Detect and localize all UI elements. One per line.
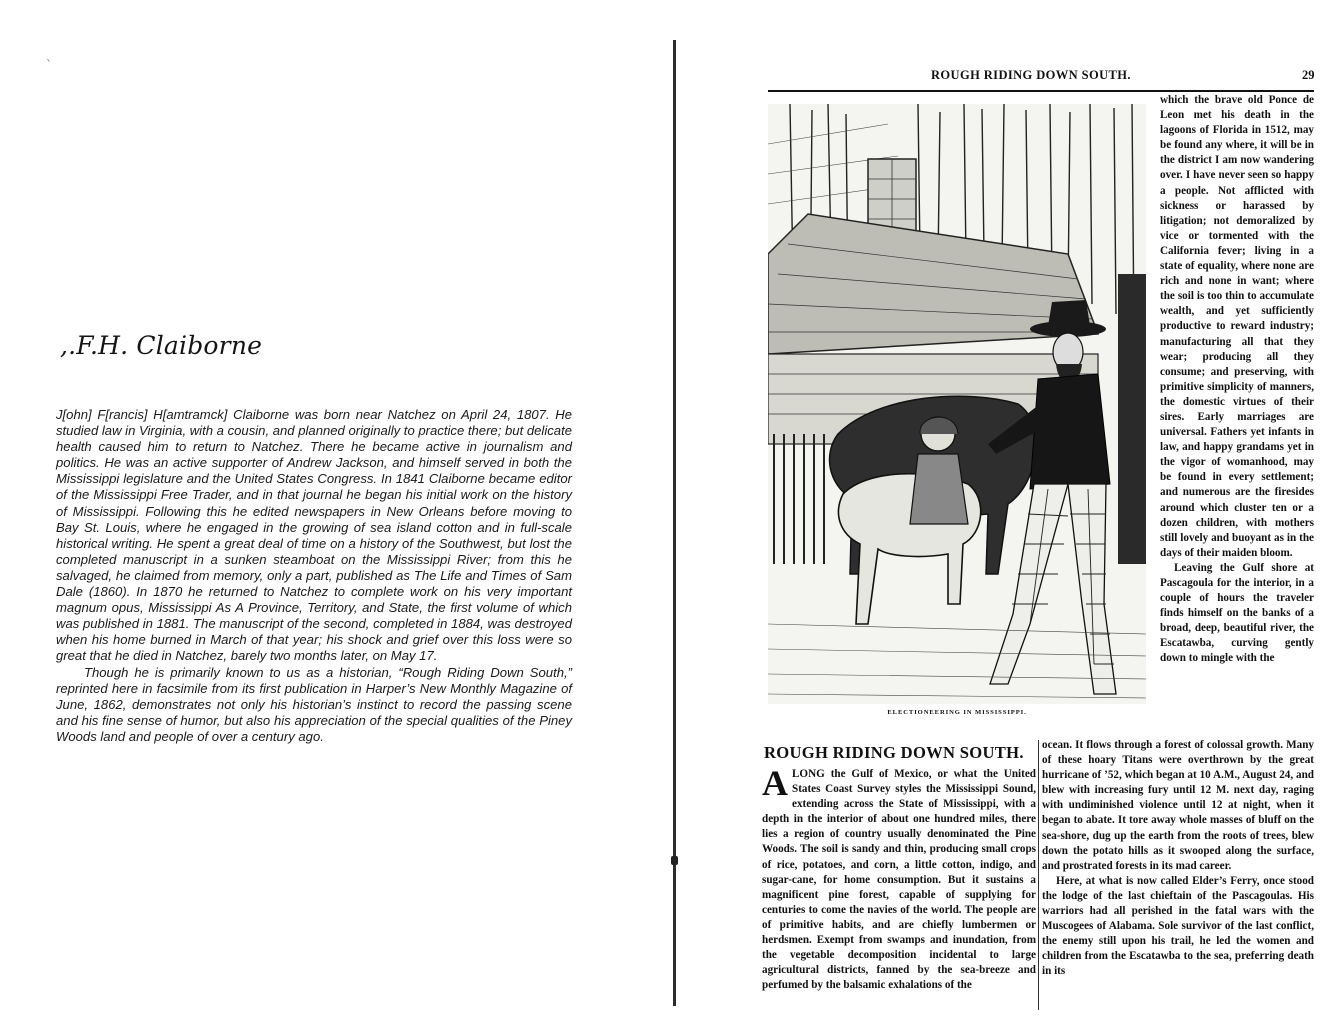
scan-speck: ` (46, 58, 52, 72)
running-head: ROUGH RIDING DOWN SOUTH. (931, 68, 1131, 82)
right-page (676, 0, 1320, 1020)
column-paragraph: Here, at what is now called Elder’s Ferry, once stood the lodge of the last chieftain of the Pascagoulas. His warriors had all perished in the fatal wars with the Muscogees of Alabama. Sole survivor of the last conflict, the enemy still upon his trail, he led the women and children from the Escatawba to the sea, preferring death in its (1042, 874, 1314, 978)
hat-crown (1048, 300, 1090, 326)
column-rule (1038, 740, 1039, 1010)
header-rule (768, 90, 1314, 92)
child-body (910, 454, 968, 524)
article-title: ROUGH RIDING DOWN SOUTH. (764, 743, 1024, 762)
text-column-right-top (1160, 93, 1314, 667)
text-column-left (762, 763, 1036, 993)
cabin-doorway (1118, 274, 1146, 564)
column-paragraph: LONG the Gulf of Mexico, or what the United States Coast Survey styles the Mississippi Sound, extending across the State of Mississippi, with a depth in the interior of about one hundred miles, there lies a region of country usually denominated the Pine Woods. The soil is sandy and thin, producing small crops of rice, potatoes, and corn, a little cotton, indigo, and sugar-cane, for home consumption. But it sustains a magnificent pine forest, capable of supplying for centuries to come the navies of the world. The people are of primitive habits, and are chiefly lumbermen or herdsmen. Exempt from swamps and inundation, from the vegetable decomposition incidental to large agricultural districts, fanned by the sea-breeze and perfumed by the balsamic exhalations of the (762, 768, 1036, 992)
illustration-caption: ELECTIONEERING IN MISSISSIPPI. (887, 709, 1027, 716)
biography-paragraph-1: J[ohn] F[rancis] H[amtramck] Claiborne was born near Natchez on April 24, 1807. He studied law in Virginia, with a cousin, and planned originally to practice there; but delicate health caused him to return to Natchez. There he became active in journalism and politics. He was an active supporter of Andrew Jackson, and himself served in both the Mississippi legislature and the United States Congress. In 1841 Claiborne became editor of the Mississippi Free Trader, and in that journal he began his initial work on the history of Mississippi. Following this he edited newspapers in New Orleans before moving to Bay St. Louis, where he engaged in the growing of sea island cotton and in full-scale historical writing. He spent a great deal of time on a history of the Southwest, but lost the completed manuscript in a sunken steamboat on the Mississippi River; from this he salvaged, he claimed from memory, only a part, published as The Life and Times of Sam Dale (1860). In 1870 he returned to Natchez to complete work on his very important magnum opus, Mississippi As A Province, Territory, and State, the first volume of which was published in 1881. The manuscript of the second, completed in 1884, was destroyed when his home burned in March of that year; his shock and grief over this loss were so great that he died in Natchez, barely two months later, on May 17. (56, 407, 572, 664)
biography-paragraph-2: Though he is primarily known to us as a historian, “Rough Riding Down South,” reprinted here in facsimile from its first publication in Harper’s New Monthly Magazine of June, 1862, demonstrates not only his historian’s instinct to record the passing scene and his fine sense of humor, but also his appreciation of the special qualities of the Piney Woods land and people of over a century ago. (56, 664, 572, 744)
engraving-illustration (768, 104, 1146, 704)
column-paragraph: which the brave old Ponce de Leon met his death in the lagoons of Florida in 1512, may be found any where, it will be in the district I am now wandering over. I have never seen so happy a people. Not afflicted with sickness or harassed by litigation; not demoralized by vice or tormented with the California fever; living in a state of equality, where none are rich and none in want; where the soil is too thin to accumulate wealth, and yet sufficiently productive to reward industry; manufacturing all that they wear; producing all they consume; and preserving, with primitive simplicity of manners, the domestic virtues of their sires. Early marriages are universal. Fathers yet infants in law, and happy grandams yet in the vigor of womanhood, may be found in every settlement; and numerous are the firesides around which cluster ten or a dozen children, with mothers still lovely and buoyant as in the days of their maiden bloom. (1160, 94, 1314, 559)
column-paragraph: ocean. It flows through a forest of colossal growth. Many of these hoary Titans were overthrown by the great hurricane of ’52, which began at 10 A.M., August 24, and blew with increasing fury until 12 M. next day, raging with undiminished violence until 12 at night, when it began to abate. It tore away whole masses of bluff on the sea-shore, dug up the earth from the roots of trees, blew down the potato hills as it swooped along the surface, and prostrated forests in its mad career. (1042, 739, 1314, 872)
page-number: 29 (1302, 68, 1315, 82)
column-paragraph: Leaving the Gulf shore at Pascagoula for the interior, in a couple of hours the traveler finds himself on the banks of a broad, deep, beautiful river, the Escatawba, curving gently down to mingle with the (1160, 561, 1314, 665)
text-column-right-bottom (1042, 738, 1314, 980)
biography-text (56, 407, 572, 745)
biography-title: ,.F.H. Claiborne (60, 331, 263, 360)
drop-cap: A (762, 763, 788, 803)
man-coat (1030, 374, 1110, 489)
